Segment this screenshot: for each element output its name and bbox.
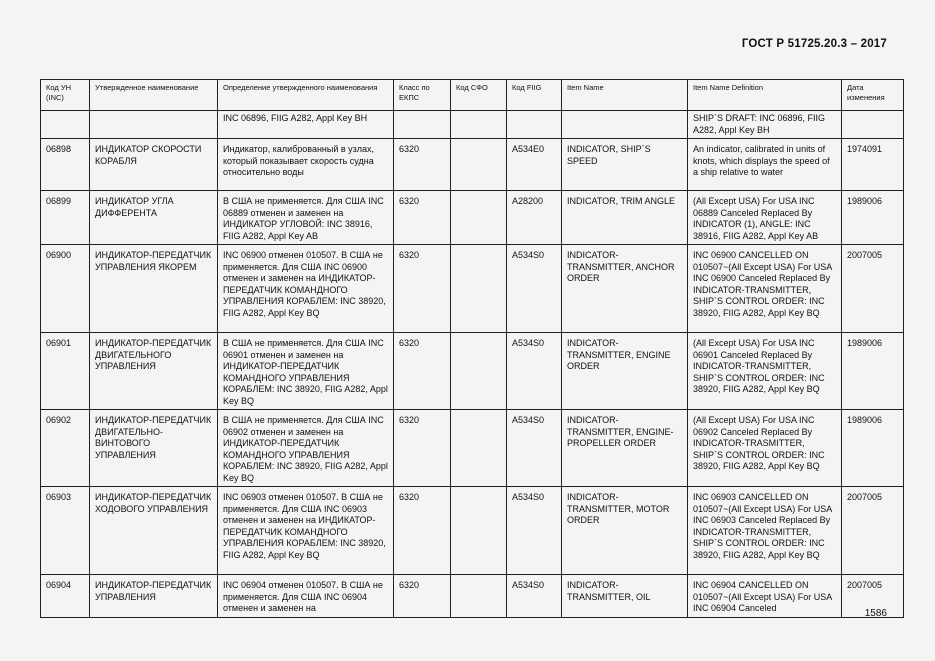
cell-fiig: A534S0 [507, 245, 562, 333]
cell-item-name [562, 111, 688, 139]
cell-class: 6320 [394, 575, 451, 618]
cell-fiig: A534E0 [507, 139, 562, 191]
table-row [41, 410, 904, 487]
inc-table [40, 79, 904, 618]
cell-date [842, 111, 904, 139]
col-header-item-name: Item Name [562, 80, 688, 111]
cell-sfo [451, 139, 507, 191]
cell-item-def: INC 06904 CANCELLED ON 010507~(All Except USA) For USA INC 06904 Canceled [688, 575, 842, 618]
cell-class: 6320 [394, 191, 451, 245]
cell-name-ru: ИНДИКАТОР-ПЕРЕДАТЧИК УПРАВЛЕНИЯ [90, 575, 218, 618]
cell-class: 6320 [394, 487, 451, 575]
cell-item-def: SHIP`S DRAFT: INC 06896, FIIG A282, Appl Key BH [688, 111, 842, 139]
cell-sfo [451, 111, 507, 139]
table-row [41, 245, 904, 333]
cell-item-def: INC 06900 CANCELLED ON 010507~(All Except USA) For USA INC 06900 Canceled Replaced By INDICATOR-TRANSMITTER, SHIP`S CONTROL ORDER: INC 38920, FIIG A282, Appl Key BQ [688, 245, 842, 333]
cell-name-ru: ИНДИКАТОР СКОРОСТИ КОРАБЛЯ [90, 139, 218, 191]
cell-fiig: A28200 [507, 191, 562, 245]
cell-date: 2007005 [842, 487, 904, 575]
cell-item-def: (All Except USA) For USA INC 06901 Canceled Replaced By INDICATOR-TRANSMITTER, SHIP`S CONTROL ORDER: INC 38920, FIIG A282, Appl Key BQ [688, 333, 842, 410]
cell-sfo [451, 245, 507, 333]
col-header-def-ru: Определение утвержденного наименования [218, 80, 394, 111]
col-header-code: Код УН (INC) [41, 80, 90, 111]
cell-date: 1974091 [842, 139, 904, 191]
cell-item-name: INDICATOR-TRANSMITTER, ENGINE ORDER [562, 333, 688, 410]
cell-sfo [451, 191, 507, 245]
table-row [41, 111, 904, 139]
cell-class: 6320 [394, 333, 451, 410]
cell-name-ru [90, 111, 218, 139]
cell-item-name: INDICATOR-TRANSMITTER, MOTOR ORDER [562, 487, 688, 575]
cell-name-ru: ИНДИКАТОР-ПЕРЕДАТЧИК ХОДОВОГО УПРАВЛЕНИЯ [90, 487, 218, 575]
col-header-name-ru: Утвержденное наименование [90, 80, 218, 111]
col-header-fiig: Код FIIG [507, 80, 562, 111]
page-number: 1586 [864, 608, 887, 619]
cell-code: 06898 [41, 139, 90, 191]
cell-item-name: INDICATOR-TRANSMITTER, ENGINE-PROPELLER ORDER [562, 410, 688, 487]
cell-code: 06900 [41, 245, 90, 333]
cell-def-ru: INC 06896, FIIG A282, Appl Key BH [218, 111, 394, 139]
cell-date: 2007005 [842, 575, 904, 618]
cell-fiig: A534S0 [507, 333, 562, 410]
cell-code: 06903 [41, 487, 90, 575]
cell-code: 06901 [41, 333, 90, 410]
cell-item-def: (All Except USA) For USA INC 06889 Canceled Replaced By INDICATOR (1), ANGLE: INC 38916, FIIG A282, Appl Key AB [688, 191, 842, 245]
cell-class: 6320 [394, 139, 451, 191]
table-row [41, 575, 904, 618]
cell-sfo [451, 487, 507, 575]
cell-fiig: A534S0 [507, 410, 562, 487]
cell-date: 2007005 [842, 245, 904, 333]
cell-class: 6320 [394, 245, 451, 333]
cell-fiig: A534S0 [507, 487, 562, 575]
cell-code [41, 111, 90, 139]
table-row [41, 487, 904, 575]
col-header-sfo: Код СФО [451, 80, 507, 111]
cell-name-ru: ИНДИКАТОР-ПЕРЕДАТЧИК УПРАВЛЕНИЯ ЯКОРЕМ [90, 245, 218, 333]
cell-date: 1989006 [842, 333, 904, 410]
cell-date: 1989006 [842, 410, 904, 487]
cell-item-name: INDICATOR-TRANSMITTER, ANCHOR ORDER [562, 245, 688, 333]
table-row [41, 191, 904, 245]
cell-item-name: INDICATOR-TRANSMITTER, OIL [562, 575, 688, 618]
cell-class: 6320 [394, 410, 451, 487]
col-header-date: Дата изменения [842, 80, 904, 111]
cell-def-ru: INC 06903 отменен 010507. В США не применяется. Для США INC 06903 отменен и заменен на ИНДИКАТОР-ПЕРЕДАТЧИК КОМАНДНОГО УПРАВЛЕНИЯ КОРАБЛЕМ: INC 38920, FIIG A282, Appl Key BQ [218, 487, 394, 575]
cell-def-ru: INC 06900 отменен 010507. В США не применяется. Для США INC 06900 отменен и заменен на ИНДИКАТОР-ПЕРЕДАТЧИК КОМАНДНОГО УПРАВЛЕНИЯ КОРАБЛЕМ: INC 38920, FIIG A282, Appl Key BQ [218, 245, 394, 333]
table-row [41, 139, 904, 191]
cell-code: 06899 [41, 191, 90, 245]
cell-item-def: INC 06903 CANCELLED ON 010507~(All Except USA) For USA INC 06903 Canceled Replaced By INDICATOR-TRANSMITTER, SHIP`S CONTROL ORDER: INC 38920, FIIG A282, Appl Key BQ [688, 487, 842, 575]
cell-def-ru: Индикатор, калиброванный в узлах, который показывает скорость судна относительно воды [218, 139, 394, 191]
cell-sfo [451, 575, 507, 618]
cell-def-ru: INC 06904 отменен 010507. В США не применяется. Для США INC 06904 отменен и заменен на [218, 575, 394, 618]
cell-date: 1989006 [842, 191, 904, 245]
cell-code: 06904 [41, 575, 90, 618]
table-row [41, 333, 904, 410]
cell-sfo [451, 410, 507, 487]
cell-code: 06902 [41, 410, 90, 487]
cell-item-def: (All Except USA) For USA INC 06902 Canceled Replaced By INDICATOR-TRASMITTER, SHIP`S CONTROL ORDER: INC 38920, FIIG A282, Appl Key BQ [688, 410, 842, 487]
cell-name-ru: ИНДИКАТОР-ПЕРЕДАТЧИК ДВИГАТЕЛЬНО-ВИНТОВОГО УПРАВЛЕНИЯ [90, 410, 218, 487]
cell-name-ru: ИНДИКАТОР-ПЕРЕДАТЧИК ДВИГАТЕЛЬНОГО УПРАВЛЕНИЯ [90, 333, 218, 410]
cell-sfo [451, 333, 507, 410]
cell-def-ru: В США не применяется. Для США INC 06901 отменен и заменен на ИНДИКАТОР-ПЕРЕДАТЧИК КОМАНДНОГО УПРАВЛЕНИЯ КОРАБЛЕМ: INC 38920, FIIG A282, Appl Key BQ [218, 333, 394, 410]
cell-item-def: An indicator, calibrated in units of knots, which displays the speed of a ship relative to water [688, 139, 842, 191]
cell-name-ru: ИНДИКАТОР УГЛА ДИФФЕРЕНТА [90, 191, 218, 245]
cell-item-name: INDICATOR, SHIP`S SPEED [562, 139, 688, 191]
cell-class [394, 111, 451, 139]
cell-def-ru: В США не применяется. Для США INC 06902 отменен и заменен на ИНДИКАТОР-ПЕРЕДАТЧИК КОМАНДНОГО УПРАВЛЕНИЯ КОРАБЛЕМ: INC 38920, FIIG A282, Appl Key BQ [218, 410, 394, 487]
document-header: ГОСТ Р 51725.20.3 – 2017 [741, 38, 887, 50]
cell-fiig: A534S0 [507, 575, 562, 618]
col-header-class: Класс по ЕКПС [394, 80, 451, 111]
cell-item-name: INDICATOR, TRIM ANGLE [562, 191, 688, 245]
col-header-item-def: Item Name Definition [688, 80, 842, 111]
table-header-row [41, 80, 904, 111]
cell-fiig [507, 111, 562, 139]
cell-def-ru: В США не применяется. Для США INC 06889 отменен и заменен на ИНДИКАТОР УГЛОВОЙ: INC 38916, FIIG A282, Appl Key AB [218, 191, 394, 245]
